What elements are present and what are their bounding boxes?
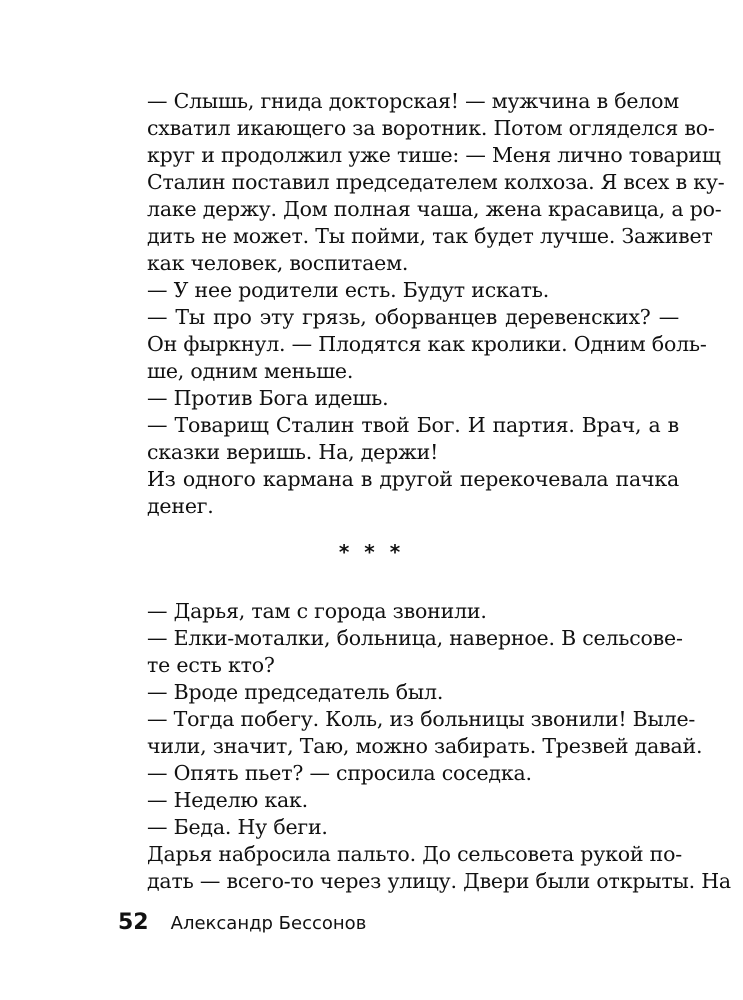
text-line: Он фыркнул. — Плодятся как кролики. Одним боль- — [147, 332, 707, 356]
text-line: Дарья набросила пальто. До сельсовета рукой по- — [147, 842, 682, 866]
text-line: — Тогда побегу. Коль, из больницы звонили! Выле- — [147, 707, 696, 731]
text-line: те есть кто? — [147, 653, 275, 677]
text-line: денег. — [147, 494, 214, 518]
text-line: — Ты про эту грязь, оборванцев деревенских? — — [147, 305, 679, 329]
page-footer — [118, 910, 366, 935]
text-line: — Елки-моталки, больница, наверное. В сельсове- — [147, 626, 683, 650]
text-line: — Вроде председатель был. — [147, 680, 444, 704]
text-line: Сталин поставил председателем колхоза. Я всех в ку- — [147, 170, 725, 194]
text-line: — Неделю как. — [147, 788, 308, 812]
page-number: 52 — [118, 910, 149, 935]
text-line: ше, одним меньше. — [147, 359, 354, 383]
section-separator: * * * — [338, 540, 405, 564]
text-line: — Товарищ Сталин твой Бог. И партия. Врач, а в — [147, 413, 679, 437]
running-footer-author: Александр Бессонов — [170, 913, 367, 934]
text-line: — Дарья, там с города звонили. — [147, 599, 487, 623]
text-line: — У нее родители есть. Будут искать. — [147, 278, 550, 302]
text-line: лаке держу. Дом полная чаша, жена красавица, а ро- — [147, 197, 722, 221]
text-line: Из одного кармана в другой перекочевала пачка — [147, 467, 679, 491]
text-line: — Слышь, гнида докторская! — мужчина в белом — [147, 89, 680, 113]
text-line: — Опять пьет? — спросила соседка. — [147, 761, 532, 785]
text-line: — Беда. Ну беги. — [147, 815, 328, 839]
text-line: как человек, воспитаем. — [147, 251, 409, 275]
text-line: сказки веришь. На, держи! — [147, 440, 439, 464]
text-line: дать — всего-то через улицу. Двери были открыты. На — [147, 869, 731, 893]
text-line: круг и продолжил уже тише: — Меня лично товарищ — [147, 143, 721, 167]
text-line: дить не может. Ты пойми, так будет лучше. Заживет — [147, 224, 713, 248]
text-line: чили, значит, Таю, можно забирать. Трезвей давай. — [147, 734, 703, 758]
text-line: схватил икающего за воротник. Потом огляделся во- — [147, 116, 715, 140]
text-line: — Против Бога идешь. — [147, 386, 389, 410]
